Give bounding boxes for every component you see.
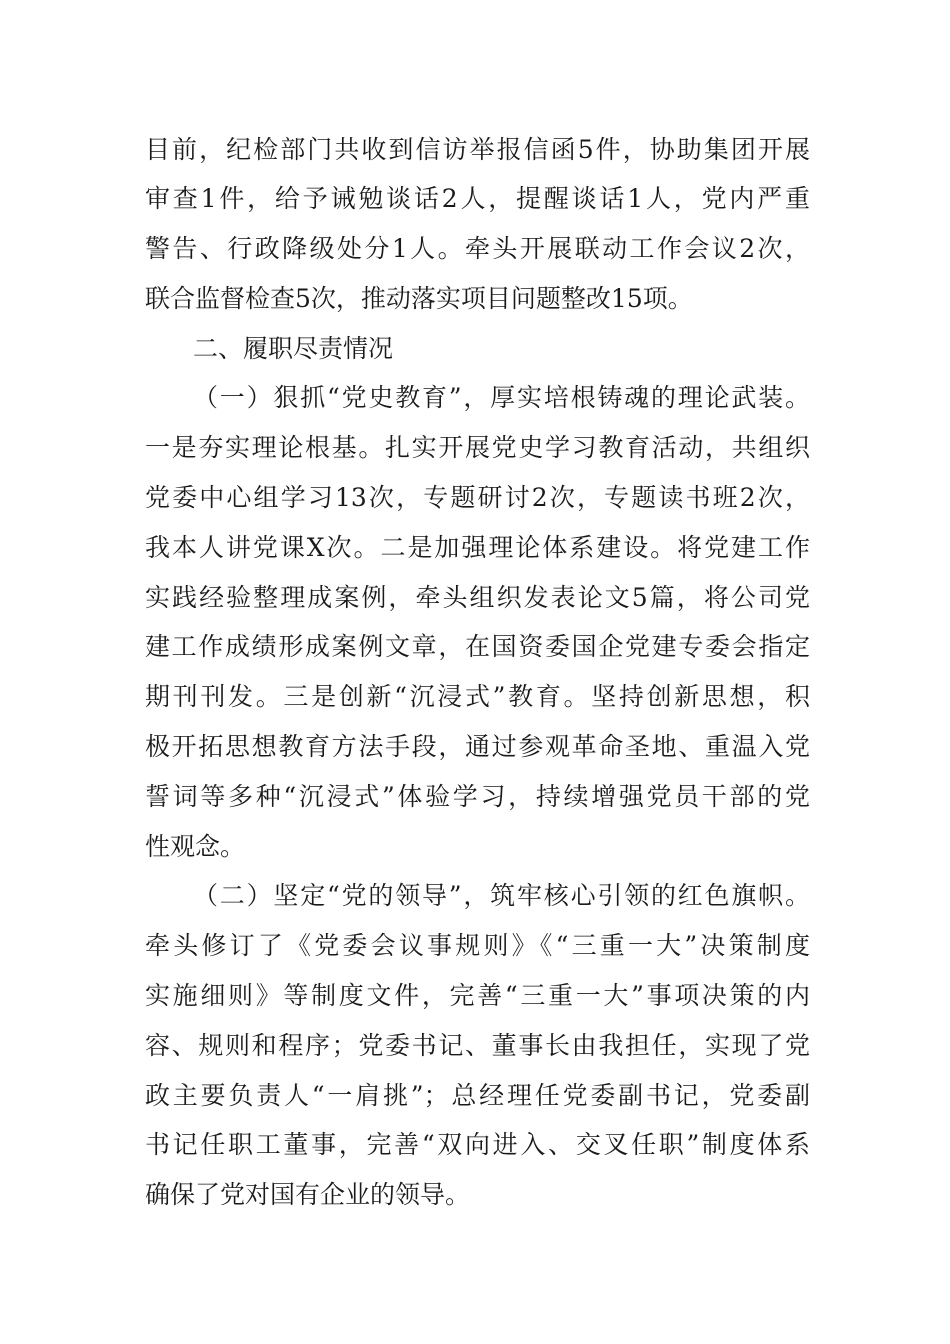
text-line: 审查1件，给予诫勉谈话2人，提醒谈话1人，党内严重 — [145, 184, 810, 213]
text-line: 政主要负责人“一肩挑”；总经理任党委副书记，党委副 — [145, 1081, 810, 1110]
subsection-heading: （二）坚定“党的领导”，筑牢核心引领的红色旗帜。 — [193, 881, 810, 910]
text-line: 性观念。 — [145, 832, 246, 861]
text-line: 我本人讲党课X次。二是加强理论体系建设。将党建工作 — [145, 533, 810, 562]
text-line: 警告、行政降级处分1人。牵头开展联动工作会议2次， — [145, 234, 810, 263]
text-line: 牵头修订了《党委会议事规则》《“三重一大”决策制度 — [145, 931, 810, 960]
text-line: 建工作成绩形成案例文章，在国资委国企党建专委会指定 — [145, 632, 810, 661]
text-line: 党委中心组学习13次，专题研讨2次，专题读书班2次， — [145, 483, 810, 512]
text-line: 容、规则和程序；党委书记、董事长由我担任，实现了党 — [145, 1031, 810, 1060]
text-line: 书记任职工董事，完善“双向进入、交叉任职”制度体系 — [145, 1130, 810, 1159]
text-line: 极开拓思想教育方法手段，通过参观革命圣地、重温入党 — [145, 732, 810, 761]
text-line: 实践经验整理成案例，牵头组织发表论文5篇，将公司党 — [145, 583, 810, 612]
text-line: 实施细则》等制度文件，完善“三重一大”事项决策的内 — [145, 981, 810, 1010]
text-line: 目前，纪检部门共收到信访举报信函5件，协助集团开展 — [145, 135, 810, 164]
text-line: 誓词等多种“沉浸式”体验学习，持续增强党员干部的党 — [145, 782, 810, 811]
subsection-heading: （一）狠抓“党史教育”，厚实培根铸魂的理论武装。 — [193, 383, 810, 412]
text-line: 一是夯实理论根基。扎实开展党史学习教育活动，共组织 — [145, 433, 810, 462]
text-line: 期刊刊发。三是创新“沉浸式”教育。坚持创新思想，积 — [145, 682, 810, 711]
text-line: 确保了党对国有企业的领导。 — [145, 1180, 471, 1209]
section-heading: 二、履职尽责情况 — [193, 334, 394, 363]
text-line: 联合监督检查5次，推动落实项目问题整改15项。 — [145, 284, 693, 313]
